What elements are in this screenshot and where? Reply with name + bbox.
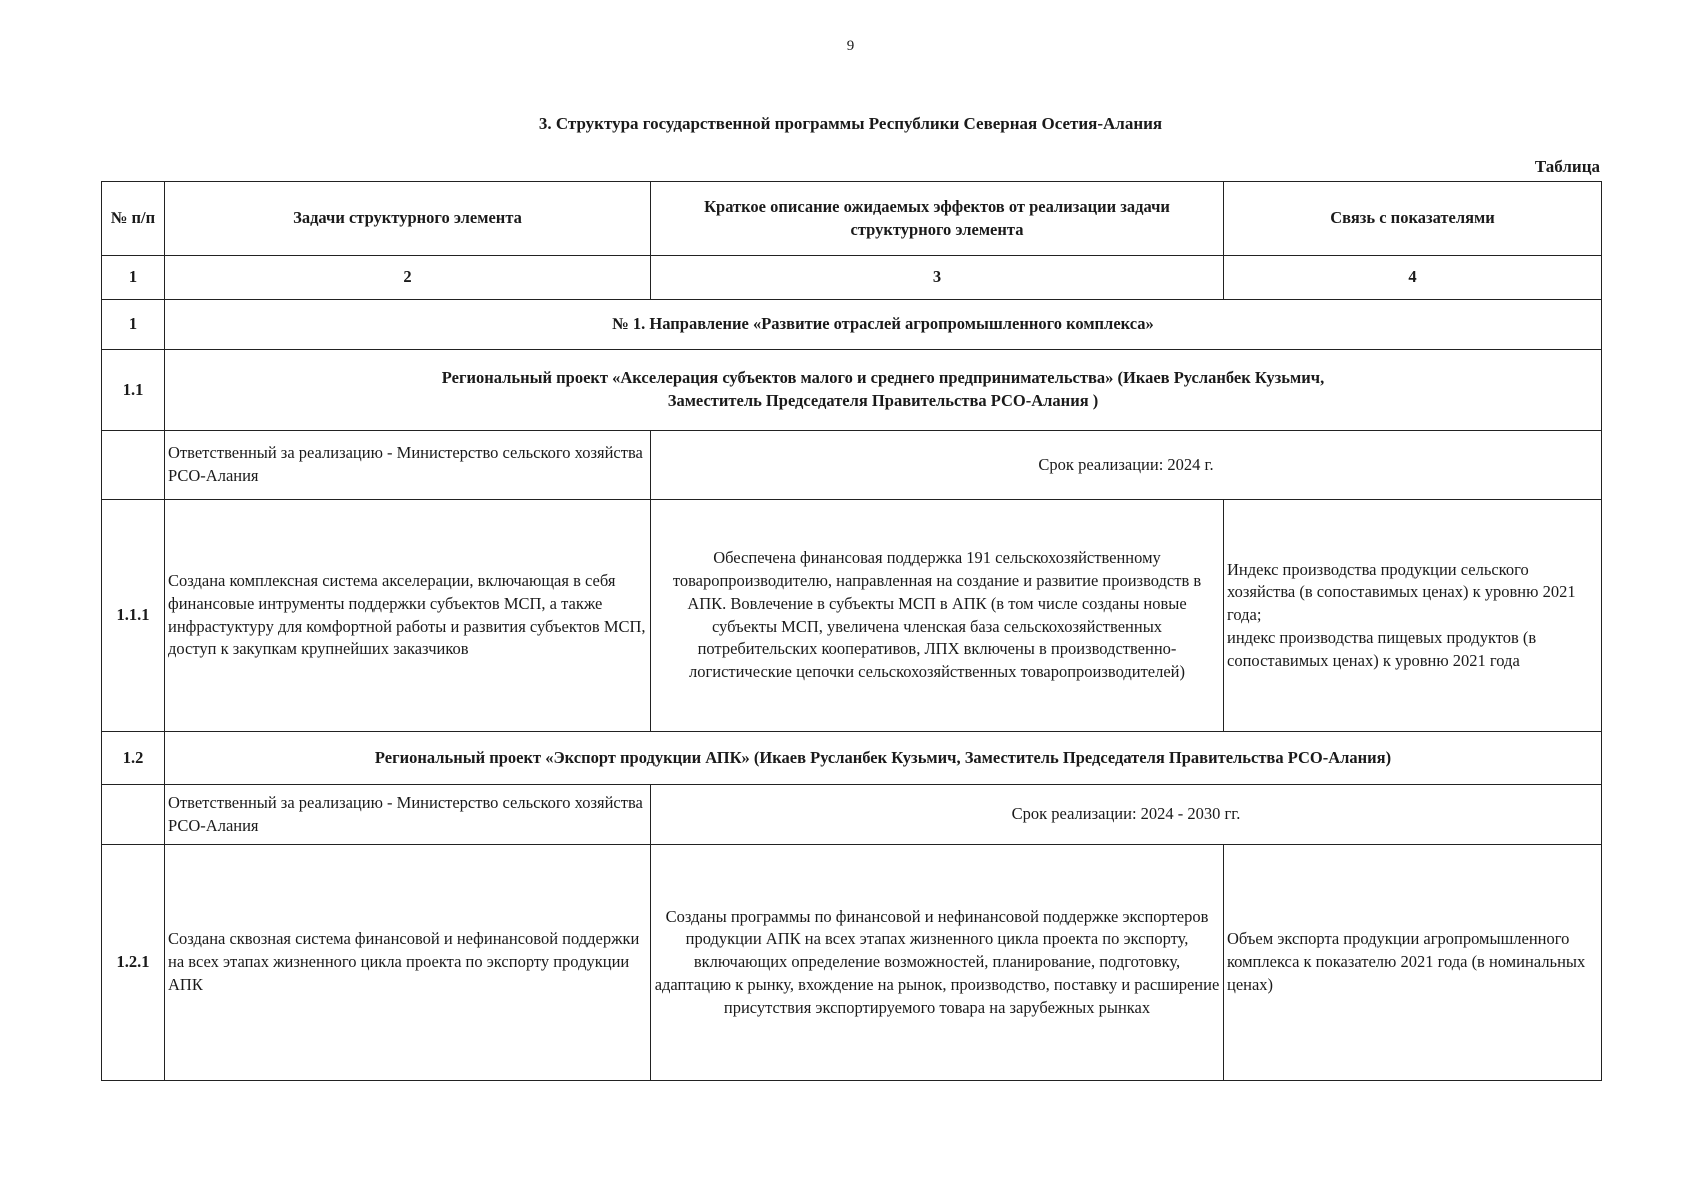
column-number-2: 2 [165, 256, 651, 300]
column-number-1: 1 [102, 256, 165, 300]
task-1-2-1-number: 1.2.1 [102, 845, 165, 1081]
project-1-row [102, 350, 1602, 431]
task-1-1-1-indicators: Индекс производства продукции сельского хозяйства (в сопоставимых ценах) к уровню 2021 года; индекс производства пищевых продуктов (в сопоставимых ценах) к уровню 2021 года [1224, 500, 1602, 732]
column-numbering-row [102, 256, 1602, 300]
direction-row [102, 300, 1602, 350]
header-number: № п/п [102, 182, 165, 256]
project-2-row [102, 732, 1602, 785]
project-1-number: 1.1 [102, 350, 165, 431]
task-1-1-1-effects: Обеспечена финансовая поддержка 191 сельскохозяйственному товаропроизводителю, направленная на создание и развитие производств в АПК. Вовлечение в субъекты МСП в АПК (в том числе созданы новые субъекты МСП, увеличена членская база сельскохозяйственных потребительских кооперативов, ЛПХ включены в производственно-логистические цепочки сельскохозяйственных товаропроизводителей) [651, 500, 1224, 732]
column-number-3: 3 [651, 256, 1224, 300]
project-2-title: Региональный проект «Экспорт продукции АПК» (Икаев Русланбек Кузьмич, Заместитель Председателя Правительства РСО-Алания) [165, 732, 1602, 785]
project-2-empty-cell [102, 785, 165, 845]
task-1-1-1-row [102, 500, 1602, 732]
task-1-1-1-description: Создана комплексная система акселерации, включающая в себя финансовые интрументы поддержки субъектов МСП, а также инфрастуктуру для комфортной работы и развития субъектов МСП, доступ к закупкам крупнейших заказчиков [165, 500, 651, 732]
project-1-responsible: Ответственный за реализацию - Министерство сельского хозяйства РСО-Алания [165, 431, 651, 500]
table-label: Таблица [1534, 157, 1600, 176]
header-row [102, 182, 1602, 256]
header-tasks: Задачи структурного элемента [165, 182, 651, 256]
project-1-term: Срок реализации: 2024 г. [651, 431, 1602, 500]
direction-title: № 1. Направление «Развитие отраслей агропромышленного комплекса» [165, 300, 1602, 350]
program-structure-table [101, 181, 1602, 1081]
direction-number: 1 [102, 300, 165, 350]
task-1-2-1-indicators: Объем экспорта продукции агропромышленного комплекса к показателю 2021 года (в номинальных ценах) [1224, 845, 1602, 1081]
task-1-2-1-description: Создана сквозная система финансовой и нефинансовой поддержки на всех этапах жизненного цикла проекта по экспорту продукции АПК [165, 845, 651, 1081]
project-2-term: Срок реализации: 2024 - 2030 гг. [651, 785, 1602, 845]
project-1-title: Региональный проект «Акселерация субъектов малого и среднего предпринимательства» (Икаев Русланбек Кузьмич, Заместитель Председателя Правительства РСО-Алания ) [165, 350, 1602, 431]
project-2-number: 1.2 [102, 732, 165, 785]
project-2-responsible-row [102, 785, 1602, 845]
project-2-responsible: Ответственный за реализацию - Министерство сельского хозяйства РСО-Алания [165, 785, 651, 845]
task-1-2-1-effects: Созданы программы по финансовой и нефинансовой поддержке экспортеров продукции АПК на всех этапах жизненного цикла проекта по экспорту, включающих определение возможностей, планирование, подготовку, адаптацию к рынку, вхождение на рынок, производство, поставку и расширение присутствия экспортируемого товара на зарубежных рынках [651, 845, 1224, 1081]
task-1-2-1-row [102, 845, 1602, 1081]
project-1-empty-cell [102, 431, 165, 500]
header-indicators: Связь с показателями [1224, 182, 1602, 256]
page-number: 9 [846, 38, 855, 54]
document-title: 3. Структура государственной программы Республики Северная Осетия-Алания [538, 114, 1163, 133]
header-effects: Краткое описание ожидаемых эффектов от реализации задачи структурного элемента [651, 182, 1224, 256]
project-1-responsible-row [102, 431, 1602, 500]
task-1-1-1-number: 1.1.1 [102, 500, 165, 732]
column-number-4: 4 [1224, 256, 1602, 300]
